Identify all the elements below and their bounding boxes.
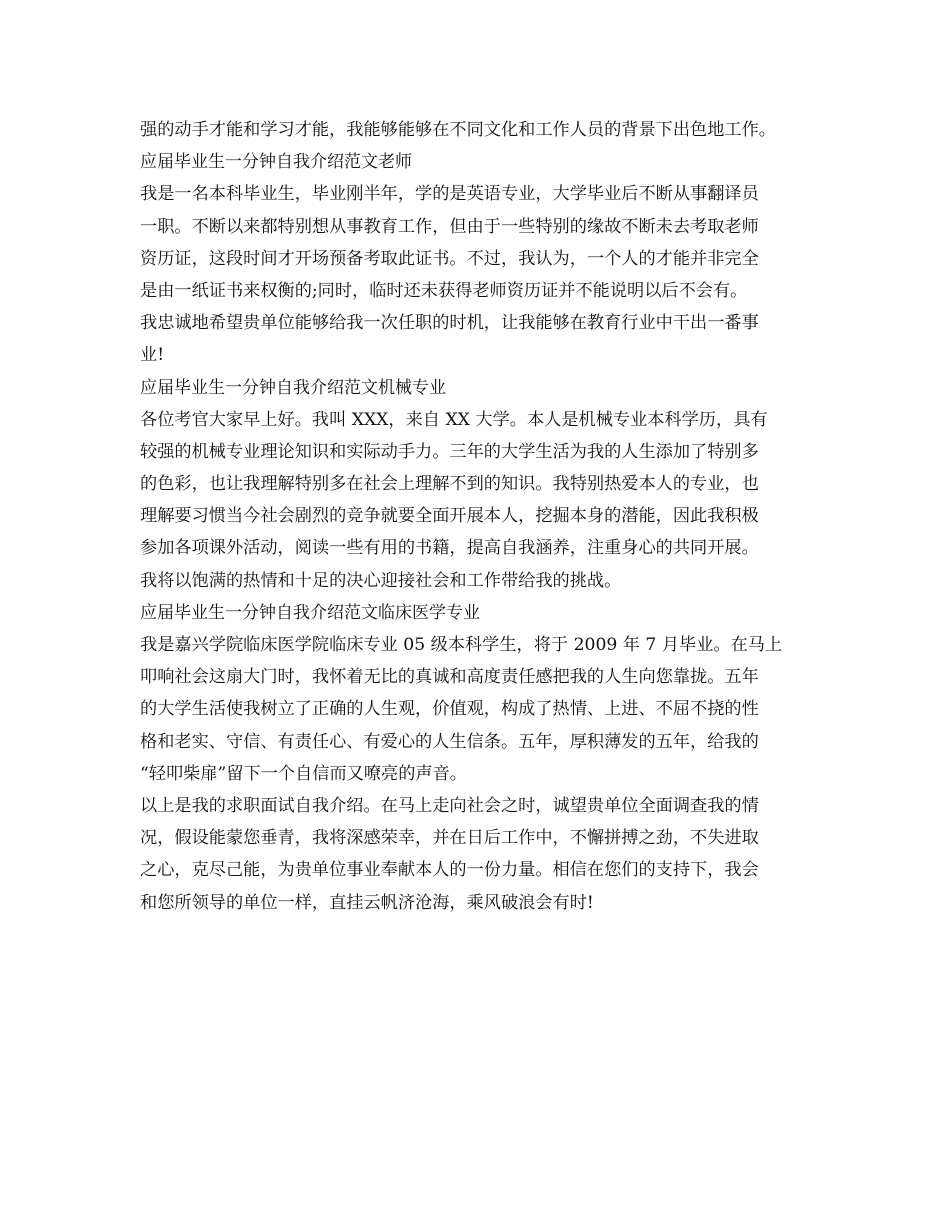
paragraph-line: 我是嘉兴学院临床医学院临床专业 05 级本科学生，将于 2009 年 7 月毕业。在马上: [140, 635, 783, 655]
paragraph-line: 格和老实、守信、有责任心、有爱心的人生信条。五年，厚积薄发的五年，给我的: [140, 731, 759, 752]
section-heading-clinical: 应届毕业生一分钟自我介绍范文临床医学专业: [140, 602, 480, 623]
paragraph-line: 的色彩，也让我理解特别多在社会上理解不到的知识。我特别热爱本人的专业，也: [140, 474, 759, 495]
paragraph-line: 我是一名本科毕业生，毕业刚半年，学的是英语专业，大学毕业后不断从事翻译员: [140, 184, 759, 205]
paragraph-line: 的大学生活使我树立了正确的人生观，价值观，构成了热情、上进、不屈不挠的性: [140, 699, 759, 720]
paragraph-line: 以上是我的求职面试自我介绍。在马上走向社会之时，诚望贵单位全面调查我的情: [140, 795, 759, 816]
paragraph-line: 参加各项课外活动，阅读一些有用的书籍，提高自我涵养，注重身心的共同开展。: [140, 538, 759, 559]
paragraph-line: 较强的机械专业理论知识和实际动手力。三年的大学生活为我的人生添加了特别多: [140, 441, 759, 462]
paragraph-line: 是由一纸证书来权衡的;同时，临时还未获得老师资历证并不能说明以后不会有。: [140, 280, 748, 301]
paragraph-line: 理解要习惯当今社会剧烈的竞争就要全面开展本人，挖掘本身的潜能，因此我积极: [140, 506, 759, 527]
paragraph-line: 一职。不断以来都特别想从事教育工作，但由于一些特别的缘故不断未去考取老师: [140, 216, 759, 237]
paragraph-line: 我忠诚地希望贵单位能够给我一次任职的时机，让我能够在教育行业中干出一番事: [140, 313, 759, 334]
paragraph-line: “轻叩柴扉”留下一个自信而又嘹亮的声音。: [140, 763, 467, 784]
paragraph-line: 况，假设能蒙您垂青，我将深感荣幸，并在日后工作中，不懈拼搏之劲，不失进取: [140, 828, 759, 849]
paragraph-line: 叩响社会这扇大门时，我怀着无比的真诚和高度责任感把我的人生向您靠拢。五年: [140, 667, 759, 688]
paragraph-line: 业!: [140, 345, 165, 366]
document-body: [140, 114, 830, 919]
paragraph-line: 之心，克尽己能，为贵单位事业奉献本人的一份力量。相信在您们的支持下，我会: [140, 860, 759, 881]
paragraph-line: 强的动手才能和学习才能，我能够能够在不同文化和工作人员的背景下出色地工作。: [140, 120, 776, 140]
paragraph-line: 和您所领导的单位一样，直挂云帆济沧海，乘风破浪会有时!: [140, 892, 594, 913]
paragraph-line: 资历证，这段时间才开场预备考取此证书。不过，我认为，一个人的才能并非完全: [140, 248, 759, 269]
section-heading-mechanical: 应届毕业生一分钟自我介绍范文机械专业: [140, 377, 446, 398]
section-heading-teacher: 应届毕业生一分钟自我介绍范文老师: [140, 152, 412, 173]
paragraph-line: 我将以饱满的热情和十足的决心迎接社会和工作带给我的挑战。: [140, 570, 622, 591]
paragraph-line: 各位考官大家早上好。我叫 XXX，来自 XX 大学。本人是机械专业本科学历，具有: [140, 409, 768, 430]
